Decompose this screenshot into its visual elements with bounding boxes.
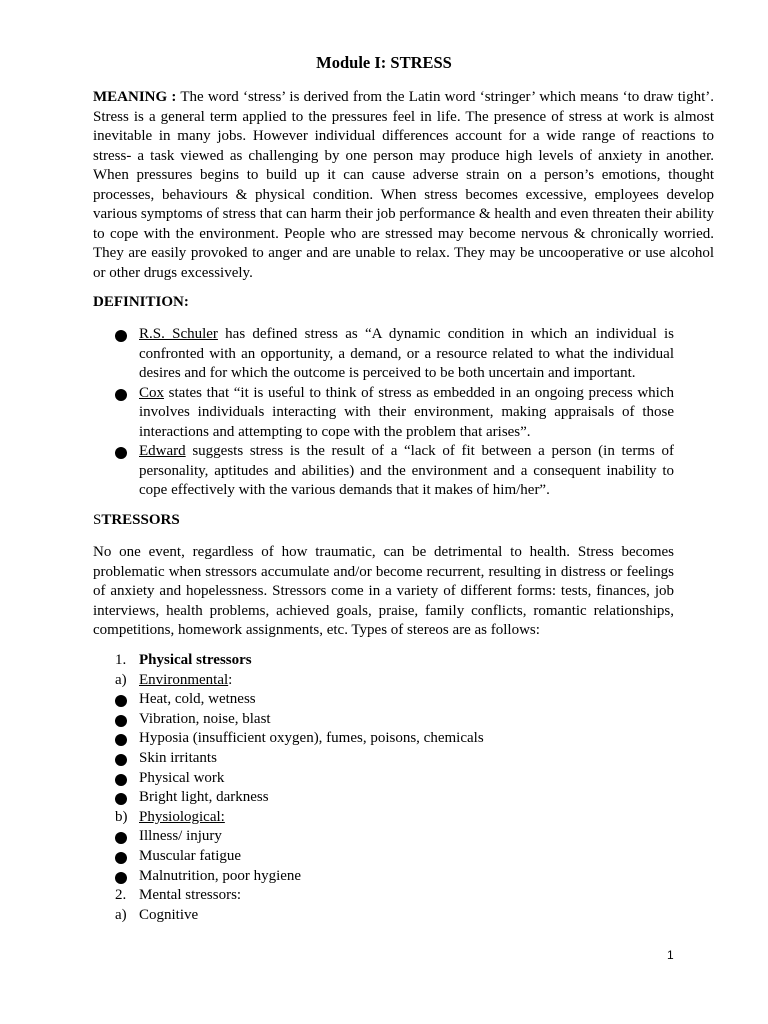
list-item (115, 886, 484, 906)
definition-text: has defined stress as “A dynamic condition in which an individual is confronted with an opportunity, a demand, or a resource related to what the individual desires and for which the outcome is perceived to be both uncertain and important. (139, 326, 674, 381)
stressors-heading-initial: S (93, 512, 102, 528)
list-item (115, 827, 484, 847)
bullet-icon (115, 715, 127, 727)
physiological-item: Muscular fatigue (139, 847, 242, 864)
bullet-icon (115, 832, 127, 844)
bullet-icon (115, 734, 127, 746)
author-name: Cox (139, 384, 165, 401)
physiological-label: Physiological: (139, 808, 225, 825)
list-item (115, 867, 484, 887)
environmental-item: Heat, cold, wetness (139, 691, 256, 708)
physiological-item: Malnutrition, poor hygiene (139, 867, 302, 884)
stressors-heading (93, 512, 180, 529)
meaning-label: MEANING : (93, 89, 177, 105)
list-item (115, 729, 484, 749)
stressors-paragraph: No one event, regardless of how traumatic, can be detrimental to health. Stress becomes problematic when stressors accumulate and/or become recurrent, resulting in distress or feelings of anxiety and hopelessness. Stressors come in a variety of different forms: tests, finances, job interviews, health problems, achieved goals, praise, family conflicts, romantic relationships, competitions, homework assignments, etc. Types of stereos are as follows: (93, 544, 674, 638)
bullet-icon (115, 872, 127, 884)
list-marker: a) (115, 906, 127, 923)
bullet-icon (115, 695, 127, 707)
definition-text: states that “it is useful to think of stress as embedded in an ongoing precess which involves individuals interacting with their environment, making appraisals of those interactions and attempting to cope with the problem that arises”. (139, 384, 674, 440)
definition-item (115, 384, 674, 443)
list-marker: b) (115, 808, 128, 825)
bullet-icon (115, 774, 127, 786)
list-item (115, 690, 484, 710)
list-item (115, 769, 484, 789)
cognitive-label: Cognitive (139, 906, 199, 923)
list-item (115, 847, 484, 867)
definition-item (115, 442, 674, 501)
list-marker: 1. (115, 652, 127, 668)
definition-item (115, 325, 674, 384)
stressors-heading-rest: TRESSORS (101, 512, 180, 528)
bullet-icon (115, 447, 127, 459)
definition-text: suggests stress is the result of a “lack of fit between a person (in terms of personality, aptitudes and abilities) and the environment and a consequent inability to cope effectively with the various demands that it makes of him/her”. (139, 443, 674, 498)
bullet-icon (115, 754, 127, 766)
bullet-icon (115, 389, 127, 401)
list-item (115, 651, 484, 671)
environmental-label: Environmental (139, 671, 229, 688)
list-item (115, 788, 484, 808)
author-name: R.S. Schuler (139, 326, 218, 342)
mental-stressors-label: Mental stressors: (139, 887, 242, 904)
environmental-item: Skin irritants (139, 749, 217, 766)
meaning-paragraph (93, 88, 714, 283)
bullet-icon (115, 330, 127, 342)
bullet-icon (115, 793, 127, 805)
physical-stressors-label: Physical stressors (139, 652, 252, 668)
author-name: Edward (139, 443, 186, 459)
definition-list (115, 325, 674, 501)
environmental-item: Vibration, noise, blast (139, 710, 271, 727)
list-marker: 2. (115, 887, 127, 904)
page-title: Module I: STRESS (316, 53, 452, 72)
environmental-item: Bright light, darkness (139, 789, 269, 806)
stressor-types-list (115, 651, 484, 925)
list-item (115, 710, 484, 730)
page-number: 1 (667, 948, 674, 962)
environmental-item: Physical work (139, 769, 225, 786)
list-item (115, 906, 484, 926)
meaning-text: The word ‘stress’ is derived from the Latin word ‘stringer’ which means ‘to draw tight’. Stress is a general term applied to the pressures feel in life. The presence of stress at work is almost inevitable in many jobs. However individual differences account for a wide range of reactions to stress- a task viewed as challenging by one person may produce high levels of anxiety in another. When pressures begins to build up it can cause adverse strain on a person’s emotions, thought processes, behaviours & physical condition. When stress becomes excessive, employees develop various symptoms of stress that can harm their job performance & health and even threaten their ability to cope with the environment. People who are stressed may become nervous & chronically worried. They are easily provoked to anger and are unable to relax. They may be uncooperative or use alcohol or other drugs excessively. (93, 89, 714, 281)
list-item (115, 749, 484, 769)
list-item (115, 671, 484, 691)
environmental-colon: : (228, 671, 233, 688)
list-item (115, 808, 484, 828)
environmental-item: Hyposia (insufficient oxygen), fumes, poisons, chemicals (139, 730, 484, 747)
list-marker: a) (115, 671, 127, 688)
bullet-icon (115, 852, 127, 864)
physiological-item: Illness/ injury (139, 828, 222, 845)
definition-heading: DEFINITION: (93, 294, 189, 310)
